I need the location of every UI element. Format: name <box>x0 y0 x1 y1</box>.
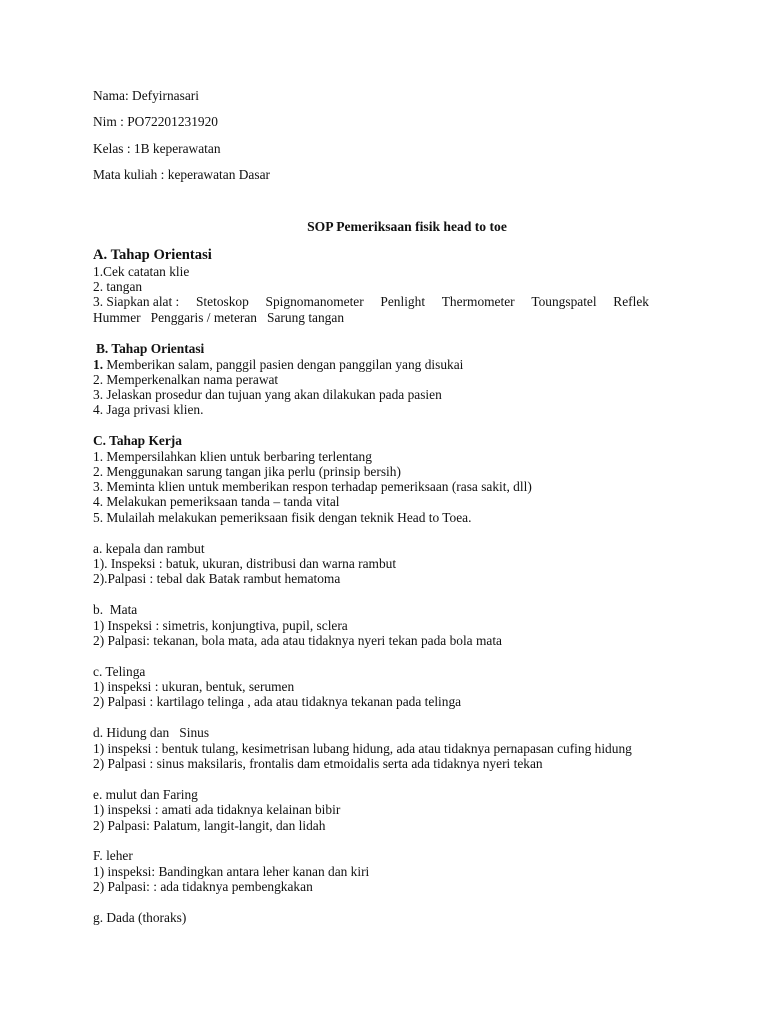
item-number: 1. <box>93 357 104 372</box>
exam-inspection: 1) inspeksi : ukuran, bentuk, serumen <box>93 679 295 694</box>
section-a-line-1: 1.Cek catatan klie <box>93 264 190 279</box>
exam-title: F. leher <box>93 848 133 863</box>
section-a-tools-continued: Hummer Penggaris / meteran Sarung tangan <box>93 310 345 325</box>
tool-item: Toungspatel <box>531 294 597 309</box>
student-name: Nama: Defyirnasari <box>93 88 199 103</box>
exam-inspection: 1) inspeksi : amati ada tidaknya kelainan bibir <box>93 802 341 817</box>
section-a-heading: A. Tahap Orientasi <box>93 247 212 263</box>
exam-title: a. kepala dan rambut <box>93 541 205 556</box>
item-text: Memberikan salam, panggil pasien dengan panggilan yang disukai <box>103 357 464 372</box>
exam-title: c. Telinga <box>93 664 146 679</box>
student-class: Kelas : 1B keperawatan <box>93 141 221 156</box>
exam-palpation: 2) Palpasi : kartilago telinga , ada atau tidaknya tekanan pada telinga <box>93 694 462 709</box>
section-c-item: 4. Melakukan pemeriksaan tanda – tanda vital <box>93 494 340 509</box>
section-c-item: 3. Meminta klien untuk memberikan respon terhadap pemeriksaan (rasa sakit, dll) <box>93 479 532 494</box>
section-b-item-1 <box>93 357 463 372</box>
tool-item: Thermometer <box>441 294 515 309</box>
exam-palpation: 2) Palpasi : sinus maksilaris, frontalis dam etmoidalis serta ada tidaknya nyeri tekan <box>93 756 543 771</box>
section-a-line-2: 2. tangan <box>93 279 143 294</box>
exam-palpation: 2).Palpasi : tebal dak Batak rambut hematoma <box>93 571 341 586</box>
section-b-heading: B. Tahap Orientasi <box>96 341 205 356</box>
student-nim: Nim : PO72201231920 <box>93 114 218 129</box>
exam-inspection: 1). Inspeksi : batuk, ukuran, distribusi dan warna rambut <box>93 556 397 571</box>
exam-title: g. Dada (thoraks) <box>93 910 187 925</box>
exam-title: e. mulut dan Faring <box>93 787 198 802</box>
document-title: SOP Pemeriksaan fisik head to toe <box>307 219 507 234</box>
section-c-item: 2. Menggunakan sarung tangan jika perlu (prinsip bersih) <box>93 464 401 479</box>
section-c-item: 1. Mempersilahkan klien untuk berbaring terlentang <box>93 449 372 464</box>
section-b-item-4: 4. Jaga privasi klien. <box>93 402 204 417</box>
exam-palpation: 2) Palpasi: tekanan, bola mata, ada atau tidaknya nyeri tekan pada bola mata <box>93 633 502 648</box>
exam-inspection: 1) inspeksi : bentuk tulang, kesimetrisan lubang hidung, ada atau tidaknya pernapasan cufing hidung <box>93 741 632 756</box>
section-b-item-2: 2. Memperkenalkan nama perawat <box>93 372 279 387</box>
tool-item: Penlight <box>380 294 426 309</box>
section-b-item-3: 3. Jelaskan prosedur dan tujuan yang akan dilakukan pada pasien <box>93 387 442 402</box>
tool-item: Spignomanometer <box>265 294 364 309</box>
exam-inspection: 1) inspeksi: Bandingkan antara leher kanan dan kiri <box>93 864 370 879</box>
section-a-tools-line <box>93 294 649 309</box>
exam-palpation: 2) Palpasi: Palatum, langit-langit, dan lidah <box>93 818 326 833</box>
exam-title: b. Mata <box>93 602 138 617</box>
section-c-item: 5. Mulailah melakukan pemeriksaan fisik dengan teknik Head to Toea. <box>93 510 472 525</box>
section-c-heading: C. Tahap Kerja <box>93 433 182 448</box>
exam-palpation: 2) Palpasi: : ada tidaknya pembengkakan <box>93 879 313 894</box>
exam-title: d. Hidung dan Sinus <box>93 725 210 740</box>
exam-inspection: 1) Inspeksi : simetris, konjungtiva, pupil, sclera <box>93 618 348 633</box>
tools-label: 3. Siapkan alat : <box>93 294 180 309</box>
course-name: Mata kuliah : keperawatan Dasar <box>93 167 270 182</box>
tool-item: Stetoskop <box>195 294 249 309</box>
tool-item: Reflek <box>613 294 649 309</box>
